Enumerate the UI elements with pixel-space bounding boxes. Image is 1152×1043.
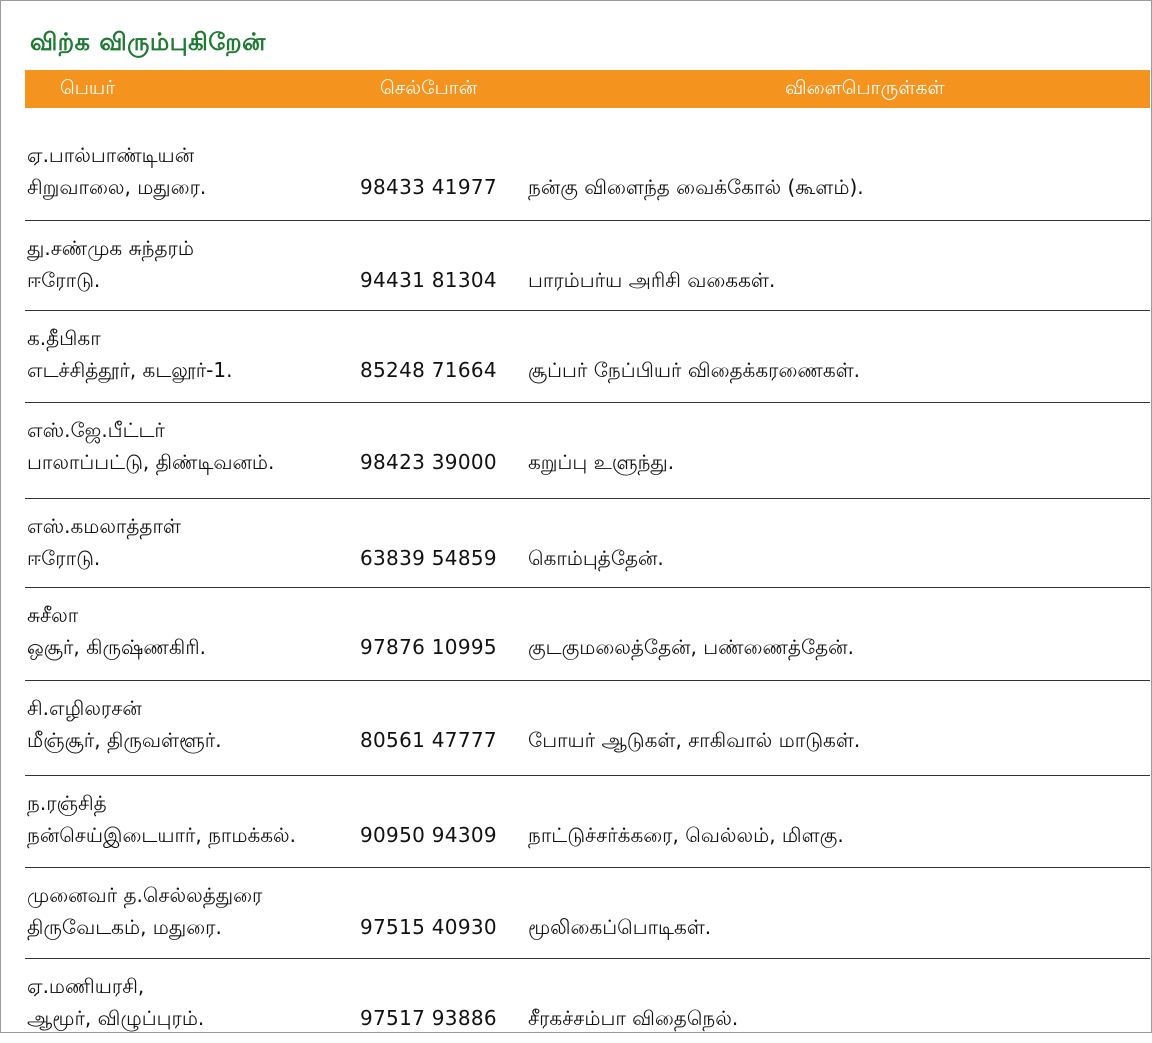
- table-row: [25, 403, 1150, 499]
- seller-place: திருவேடகம், மதுரை.: [27, 915, 222, 939]
- seller-product: பாரம்பர்ய அரிசி வகைகள்.: [528, 268, 776, 292]
- seller-place: மீஞ்சூர், திருவள்ளூர்.: [27, 728, 222, 752]
- table-row: [25, 499, 1150, 588]
- seller-product: நாட்டுச்சர்க்கரை, வெல்லம், மிளகு.: [528, 823, 844, 847]
- seller-name: சி.எழிலரசன்: [27, 696, 142, 720]
- seller-phone: 63839 54859: [360, 546, 497, 570]
- table-row: [25, 681, 1150, 776]
- seller-place: ஆமூர், விழுப்புரம்.: [27, 1006, 205, 1030]
- seller-place: எடச்சித்தூர், கடலூர்-1.: [27, 358, 233, 382]
- seller-phone: 90950 94309: [360, 823, 497, 847]
- seller-name: முனைவர் த.செல்லத்துரை: [27, 883, 263, 907]
- seller-phone: 80561 47777: [360, 728, 497, 752]
- seller-phone: 97515 40930: [360, 915, 497, 939]
- table-row: [25, 588, 1150, 681]
- seller-place: சிறுவாலை, மதுரை.: [27, 175, 207, 199]
- table-row: [25, 311, 1150, 403]
- table-row: [25, 776, 1150, 868]
- seller-name: எஸ்.ஜே.பீட்டர்: [27, 418, 165, 442]
- seller-product: மூலிகைப்பொடிகள்.: [528, 915, 712, 939]
- seller-name: ஏ.மணியரசி,: [27, 974, 145, 998]
- seller-place: ஒசூர், கிருஷ்ணகிரி.: [27, 635, 206, 659]
- seller-name: சுசீலா: [27, 603, 79, 627]
- seller-phone: 98433 41977: [360, 175, 497, 199]
- seller-phone: 98423 39000: [360, 450, 497, 474]
- seller-name: து.சண்முக சுந்தரம்: [27, 236, 194, 260]
- table-row: [25, 868, 1150, 959]
- seller-product: கொம்புத்தேன்.: [528, 546, 664, 570]
- table-row: [25, 959, 1150, 1043]
- seller-place: நன்செய்இடையார், நாமக்கல்.: [27, 823, 296, 847]
- seller-name: ஏ.பால்பாண்டியன்: [27, 143, 195, 167]
- seller-product: குடகுமலைத்தேன், பண்ணைத்தேன்.: [528, 635, 854, 659]
- seller-product: சீரகச்சம்பா விதைநெல்.: [528, 1006, 739, 1030]
- seller-phone: 97517 93886: [360, 1006, 497, 1030]
- seller-place: பாலாப்பட்டு, திண்டிவனம்.: [27, 450, 275, 474]
- header-products: விளைபொருள்கள்: [785, 77, 945, 99]
- seller-name: எஸ்.கமலாத்தாள்: [27, 514, 181, 538]
- header-phone: செல்போன்: [380, 77, 478, 99]
- header-name: பெயர்: [60, 77, 116, 99]
- seller-place: ஈரோடு.: [27, 546, 101, 570]
- listing-table: [25, 128, 1150, 1043]
- table-header: [25, 70, 1150, 108]
- page-title: விற்க விரும்புகிறேன்: [30, 28, 266, 56]
- seller-name: ந.ரஞ்சித்: [27, 791, 107, 815]
- seller-place: ஈரோடு.: [27, 268, 101, 292]
- seller-product: கறுப்பு உளுந்து.: [528, 450, 675, 474]
- seller-phone: 97876 10995: [360, 635, 497, 659]
- seller-product: சூப்பர் நேப்பியர் விதைக்கரணைகள்.: [528, 358, 861, 382]
- seller-product: நன்கு விளைந்த வைக்கோல் (கூளம்).: [528, 175, 864, 199]
- seller-product: போயர் ஆடுகள், சாகிவால் மாடுகள்.: [528, 728, 861, 752]
- table-row: [25, 128, 1150, 221]
- seller-name: க.தீபிகா: [27, 326, 101, 350]
- seller-phone: 94431 81304: [360, 268, 497, 292]
- table-row: [25, 221, 1150, 311]
- seller-phone: 85248 71664: [360, 358, 497, 382]
